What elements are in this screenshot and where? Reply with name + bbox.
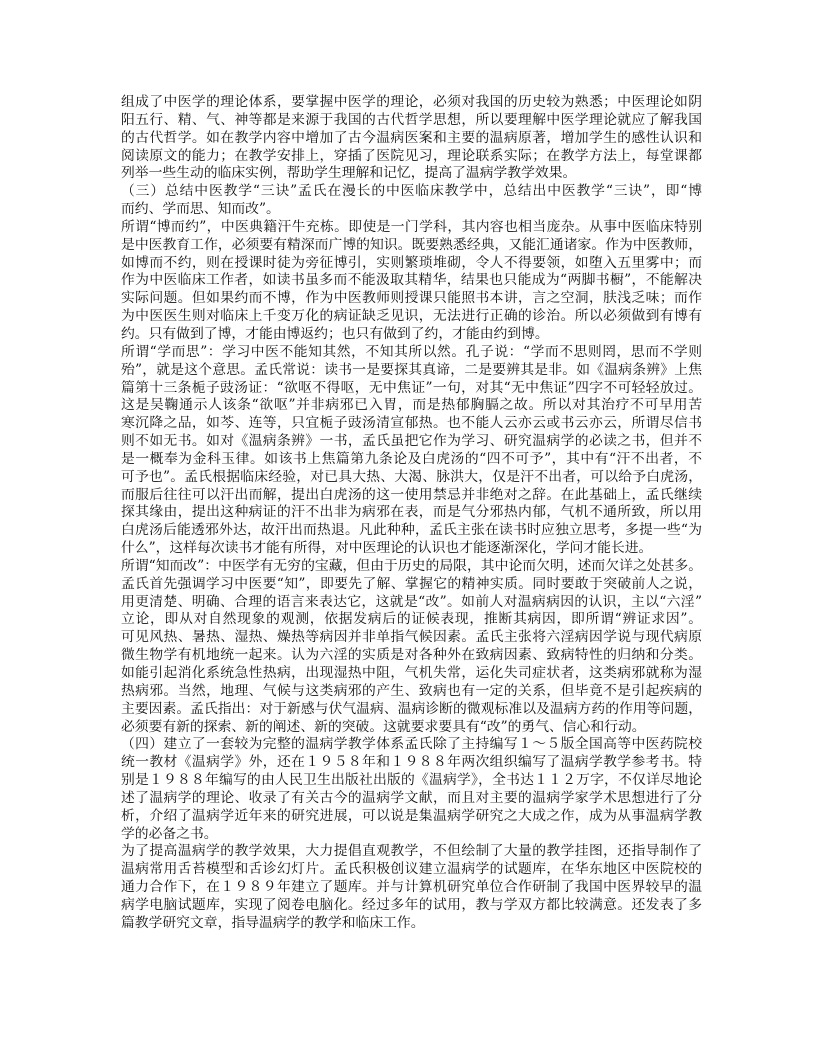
text-line: 所谓“博而约”，中医典籍汗牛充栋。即使是一门学科，其内容也相当庞杂。从事中医临床特别	[121, 218, 702, 235]
text-line: 主要因素。孟氏指出：对于新感与伏气温病、温病诊断的微观标准以及温病方药的作用等问题，	[121, 700, 702, 717]
text-line: 病学电脑试题库，实现了阅卷电脑化。经过多年的试用，教与学双方都比较满意。还发表了多	[121, 896, 702, 913]
paragraph	[121, 558, 702, 736]
document-page	[121, 94, 702, 933]
text-line: 探其缘由，提出这种病证的汗不出非为病邪在表，而是气分邪热内郁，气机不通所致，所以用	[121, 504, 702, 521]
paragraph	[121, 183, 702, 219]
text-line: 则不如无书。如对《温病条辨》一书，孟氏虽把它作为学习、研究温病学的必读之书，但并不	[121, 433, 702, 450]
text-line: 热病邪。当然，地理、气候与这类病邪的产生、致病也有一定的关系，但毕竟不是引起疾病的	[121, 682, 702, 699]
text-line: 实际问题。但如果约而不博，作为中医教师则授课只能照书本讲，言之空洞，肤浅乏味；而作	[121, 290, 702, 307]
text-line: 为中医医生则对临床上千变万化的病证缺乏见识，无法进行正确的诊治。所以必须做到有博有	[121, 308, 702, 325]
text-line: 析，介绍了温病学近年来的研究进展，可以说是集温病学研究之大成之作，成为从事温病学教	[121, 807, 702, 824]
text-line: 可见风热、暑热、湿热、燥热等病因并非单指气候因素。孟氏主张将六淫病因学说与现代病原	[121, 629, 702, 646]
text-line: 通力合作下，在１９８９年建立了题库。并与计算机研究单位合作研制了我国中医界较早的温	[121, 879, 702, 896]
text-line: 阅读原文的能力；在教学安排上，穿插了医院见习，理论联系实际；在教学方法上，每堂课都	[121, 147, 702, 164]
text-line: 什么”，这样每次读书才能有所得，对中医理论的认识也才能逐渐深化，学问才能长进。	[121, 540, 653, 557]
text-line: 必须要有新的探索、新的阐述、新的突破。这就要求要具有“改”的勇气、信心和行动。	[121, 718, 646, 735]
text-line: 作为中医临床工作者，如读书虽多而不能汲取其精华，结果也只能成为“两脚书橱”，不能解决	[121, 272, 702, 289]
text-line: 温病常用舌苔模型和舌诊幻灯片。孟氏积极创议建立温病学的试题库，在华东地区中医院校的	[121, 861, 702, 878]
text-line: 组成了中医学的理论体系，要掌握中医学的理论，必须对我国的历史较为熟悉；中医理论如阴	[121, 94, 702, 110]
text-line: 而约、学而思、知而改”。	[121, 201, 280, 218]
text-line: 寒沉降之品，如芩、连等，只宜栀子豉汤清宣郁热。也不能人云亦云或书云亦云，所谓尽信书	[121, 415, 702, 432]
text-line: 别是１９８８年编写的由人民卫生出版社出版的《温病学》，全书达１１２万字，不仅详尽地论	[121, 772, 702, 789]
text-line: 而服后往往可以汗出而解，提出白虎汤的这一使用禁忌并非绝对之辞。在此基础上，孟氏继续	[121, 486, 702, 503]
text-line: 约。只有做到了博，才能由博返约；也只有做到了约，才能由约到博。	[121, 325, 549, 342]
text-line: 阳五行、精、气、神等都是来源于我国的古代哲学思想，所以要理解中医学理论就应了解我国	[121, 111, 702, 128]
text-line: 的古代哲学。如在教学内容中增加了古今温病医案和主要的温病原著，增加学生的感性认识和	[121, 129, 702, 146]
text-line: 这是吴鞠通示人该条“欲呕”并非病邪已入胃，而是热郁胸膈之故。所以对其治疗不可早用苦	[121, 397, 702, 414]
text-line: 立论，即从对自然现象的观测，依据发病后的证候表现，推断其病因，即所谓“辨证求因”。	[121, 611, 702, 628]
text-line: 如能引起消化系统急性热病，出现湿热中阻，气机失常，运化失司症状者，这类病邪就称为湿	[121, 665, 702, 681]
text-line: 篇第十三条栀子豉汤证：“欲呕不得呕，无中焦证”一句，对其“无中焦证”四字不可轻轻放过。	[121, 379, 702, 396]
text-line: 如博而不约，则在授课时徒为旁征博引，实则繁琐堆砌，令人不得要领，如堕入五里雾中；而	[121, 254, 702, 271]
text-line: 可予也”。孟氏根据临床经验，对已具大热、大渴、脉洪大，仅是汗不出者，可以给予白虎汤，	[121, 468, 702, 485]
text-line: 学的必备之书。	[121, 825, 218, 842]
text-line: 微生物学有机地统一起来。认为六淫的实质是对各种外在致病因素、致病特性的归纳和分类。	[121, 647, 702, 664]
text-line: 孟氏首先强调学习中医要“知”，即要先了解、掌握它的精神实质。同时要敢于突破前人之说，	[121, 575, 702, 592]
paragraph	[121, 94, 702, 183]
text-line: （三）总结中医教学“三诀”孟氏在漫长的中医临床教学中，总结出中医教学“三诀”，即“博	[121, 183, 702, 200]
text-line: 用更清楚、明确、合理的语言来表达它，这就是“改”。如前人对温病病因的认识，主以“六淫”	[121, 593, 702, 610]
text-line: 殆”，就是这个意思。孟氏常说：读书一是要探其真谛，二是要辨其是非。如《温病条辨》上焦	[121, 361, 702, 378]
paragraph	[121, 219, 702, 344]
paragraph	[121, 843, 702, 932]
text-line: 统一教材《温病学》外，还在１９５８年和１９８８年两次组织编写了温病学教学参考书。特	[121, 754, 702, 771]
text-line: 是一概奉为金科玉律。如该书上焦篇第九条论及白虎汤的“四不可予”，其中有“汗不出者，不	[121, 450, 702, 467]
text-line: 是中医教育工作，必须要有精深而广博的知识。既要熟悉经典，又能汇通诸家。作为中医教师，	[121, 236, 702, 253]
text-line: 述了温病学的理论、收录了有关古今的温病学文献，而且对主要的温病学家学术思想进行了分	[121, 789, 702, 806]
text-line: 为了提高温病学的教学效果，大力提倡直观教学，不但绘制了大量的教学挂图，还指导制作了	[121, 843, 702, 860]
text-line: 所谓“知而改”：中医学有无穷的宝藏，但由于历史的局限，其中论而欠明，述而欠详之处甚多。	[121, 557, 702, 574]
text-line: 白虎汤后能透邪外达，故汗出而热退。凡此种种，孟氏主张在读书时应独立思考，多提一些“为	[121, 522, 702, 539]
text-line: 所谓“学而思”：学习中医不能知其然，不知其所以然。孔子说：“学而不思则罔，思而不学则	[121, 343, 702, 360]
text-line: 列举一些生动的临床实例，帮助学生理解和记忆，提高了温病学教学效果。	[121, 165, 577, 182]
paragraph	[121, 344, 702, 558]
text-line: （四）建立了一套较为完整的温病学教学体系孟氏除了主持编写１～５版全国高等中医药院校	[121, 736, 702, 753]
paragraph	[121, 736, 702, 843]
text-line: 篇教学研究文章，指导温病学的教学和临床工作。	[121, 914, 425, 931]
